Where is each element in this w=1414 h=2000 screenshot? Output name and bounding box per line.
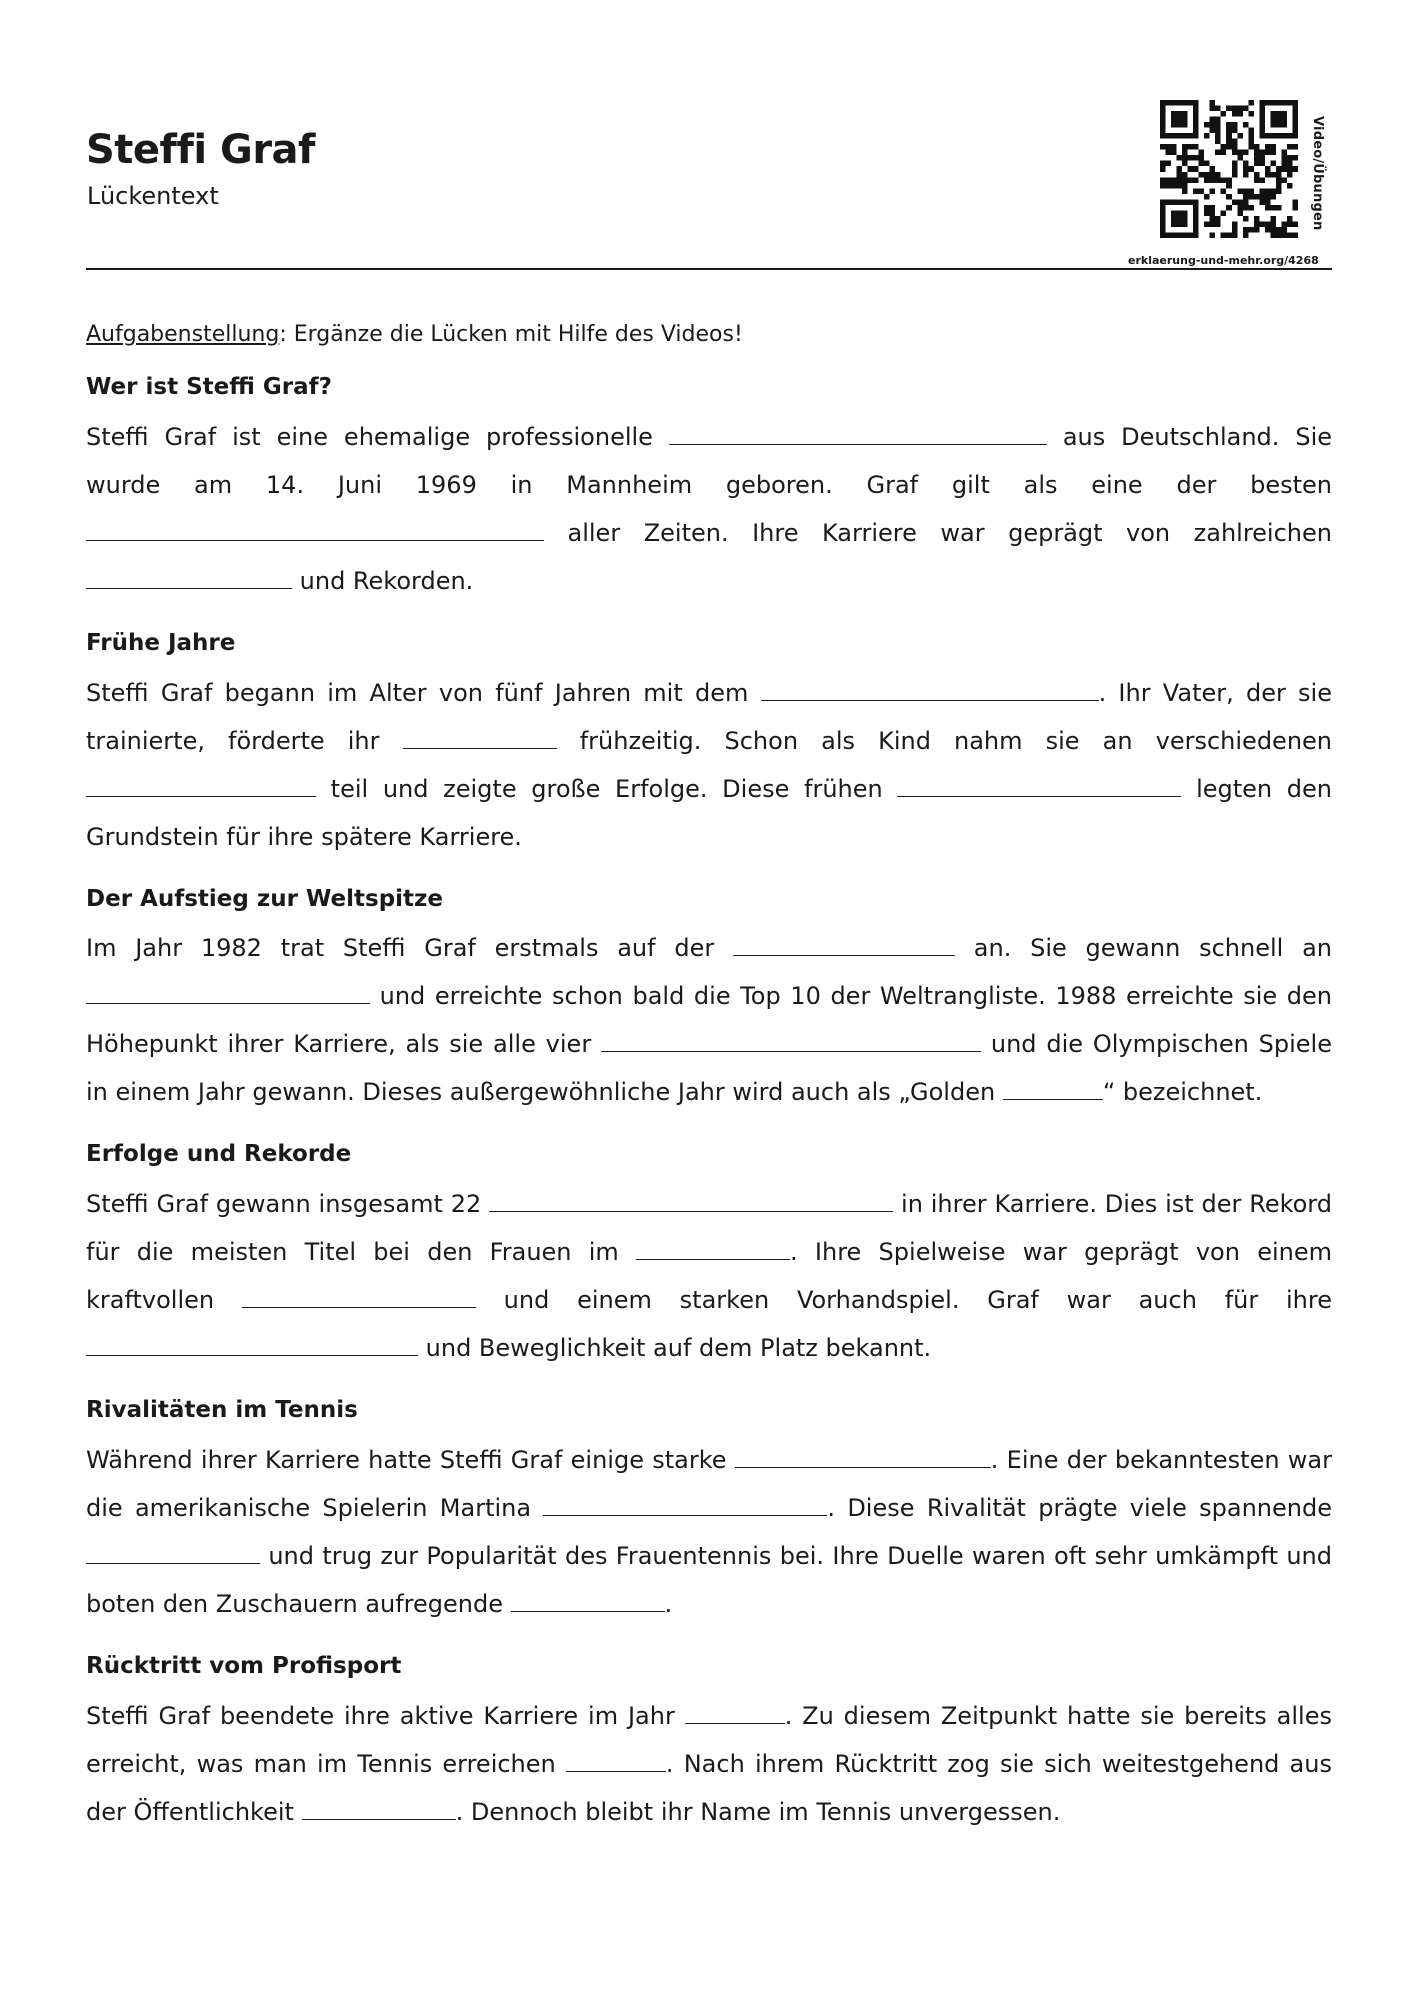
blank-field[interactable] xyxy=(86,518,544,541)
text-segment: Steffi Graf ist eine ehemalige professionelle xyxy=(86,422,653,451)
section-aufstieg-weltspitze xyxy=(86,885,1332,1117)
text-segment: und erreichte schon bald die Top 10 der Weltrangliste. 1988 erreichte sie den Höhepunkt ihrer Karriere, als sie alle vier xyxy=(86,982,1332,1059)
text-segment: Während ihrer Karriere hatte Steffi Graf einige starke xyxy=(86,1446,727,1475)
text-segment: . Diese Rivalität prägte viele spannende xyxy=(827,1494,1332,1523)
text-segment: Im Jahr 1982 trat Steffi Graf erstmals auf der xyxy=(86,934,715,963)
text-segment: legten den Grundstein für ihre spätere Karriere. xyxy=(86,774,1333,851)
text-segment: . Dennoch bleibt ihr Name im Tennis unvergessen. xyxy=(455,1798,1061,1827)
text-segment: und Rekorden. xyxy=(299,566,474,595)
section-title: Wer ist Steffi Graf? xyxy=(86,373,332,400)
text-segment: . Ihre Spielweise war geprägt von einem kraftvollen xyxy=(86,1238,1332,1315)
text-segment: Steffi Graf gewann insgesamt 22 xyxy=(86,1190,482,1219)
qr-side-label: Video/Übungen xyxy=(1310,116,1325,231)
section-text xyxy=(86,1436,1332,1628)
blank-field[interactable] xyxy=(636,1237,790,1260)
section-fruehe-jahre xyxy=(86,629,1332,861)
blank-field[interactable] xyxy=(403,726,557,749)
text-segment: . Ihr Vater, der sie trainierte, förderte ihr xyxy=(86,678,1332,755)
text-segment: Steffi Graf begann im Alter von fünf Jahren mit dem xyxy=(86,678,749,707)
text-segment: frühzeitig. Schon als Kind nahm sie an verschiedenen xyxy=(579,726,1333,755)
text-segment: . Nach ihrem Rücktritt zog sie sich weitestgehend aus der Öffentlichkeit xyxy=(86,1750,1332,1827)
blank-field[interactable] xyxy=(685,1701,785,1724)
section-title: Rücktritt vom Profisport xyxy=(86,1653,402,1680)
section-erfolge-rekorde xyxy=(86,1140,1332,1372)
section-text xyxy=(86,669,1332,861)
page-title: Steffi Graf xyxy=(86,127,315,173)
text-segment: an. Sie gewann schnell an xyxy=(973,934,1332,963)
qr-url[interactable]: erklaerung-und-mehr.org/4268 xyxy=(1128,254,1319,267)
section-title: Erfolge und Rekorde xyxy=(86,1141,352,1168)
text-segment: und einem starken Vorhandspiel. Graf war auch für ihre xyxy=(503,1286,1332,1315)
text-segment: und trug zur Popularität des Frauentennis bei. Ihre Duelle waren oft sehr umkämpft und boten den Zuschauern aufregende xyxy=(86,1542,1332,1619)
section-text xyxy=(86,1180,1332,1372)
blank-field[interactable] xyxy=(86,566,292,589)
section-text xyxy=(86,413,1332,605)
task-instruction xyxy=(86,320,1332,351)
text-segment: . Zu diesem Zeitpunkt hatte sie bereits alles erreicht, was man im Tennis erreichen xyxy=(86,1702,1332,1779)
text-segment: Steffi Graf beendete ihre aktive Karriere im Jahr xyxy=(86,1702,675,1731)
section-title: Frühe Jahre xyxy=(86,629,236,656)
blank-field[interactable] xyxy=(86,981,370,1004)
blank-field[interactable] xyxy=(1003,1077,1103,1100)
text-segment: und die Olympischen Spiele in einem Jahr gewann. Dieses außergewöhnliche Jahr wird auch als „Golden xyxy=(86,1030,1332,1107)
blank-field[interactable] xyxy=(511,1589,665,1612)
section-wer-ist-steffi-graf xyxy=(86,373,1332,605)
blank-field[interactable] xyxy=(733,933,955,956)
blank-field[interactable] xyxy=(669,422,1047,445)
section-title: Der Aufstieg zur Weltspitze xyxy=(86,885,444,912)
blank-field[interactable] xyxy=(735,1445,991,1468)
page-subtitle: Lückentext xyxy=(87,182,219,210)
blank-field[interactable] xyxy=(543,1493,827,1516)
text-segment: und Beweglichkeit auf dem Platz bekannt. xyxy=(425,1334,932,1363)
text-segment: . xyxy=(664,1590,673,1619)
text-segment: aus Deutschland. Sie wurde am 14. Juni 1969 in Mannheim geboren. Graf gilt als eine der besten xyxy=(86,422,1332,499)
blank-field[interactable] xyxy=(86,1541,260,1564)
blank-field[interactable] xyxy=(566,1749,666,1772)
text-segment: . Eine der bekanntesten war die amerikanische Spielerin Martina xyxy=(86,1446,1332,1523)
blank-field[interactable] xyxy=(489,1189,893,1212)
section-text xyxy=(86,1692,1332,1836)
blank-field[interactable] xyxy=(302,1797,456,1820)
blank-field[interactable] xyxy=(601,1029,981,1052)
section-ruecktritt xyxy=(86,1652,1332,1836)
text-segment: aller Zeiten. Ihre Karriere war geprägt von zahlreichen xyxy=(567,518,1332,547)
text-segment: in ihrer Karriere. Dies ist der Rekord für die meisten Titel bei den Frauen im xyxy=(86,1190,1332,1267)
task-instruction-label: Aufgabenstellung xyxy=(86,322,280,347)
blank-field[interactable] xyxy=(242,1285,476,1308)
task-instruction-text: : Ergänze die Lücken mit Hilfe des Videos! xyxy=(279,322,743,347)
text-segment: teil und zeigte große Erfolge. Diese frühen xyxy=(330,774,883,803)
section-title: Rivalitäten im Tennis xyxy=(86,1397,358,1424)
section-text xyxy=(86,924,1332,1116)
qr-code-icon[interactable] xyxy=(1160,100,1298,238)
blank-field[interactable] xyxy=(897,774,1181,797)
header-divider xyxy=(86,268,1332,270)
section-rivalitaeten xyxy=(86,1396,1332,1628)
text-segment: “ bezeichnet. xyxy=(1102,1078,1263,1107)
worksheet-body xyxy=(86,320,1332,1860)
blank-field[interactable] xyxy=(86,774,316,797)
blank-field[interactable] xyxy=(86,1333,418,1356)
blank-field[interactable] xyxy=(761,678,1099,701)
